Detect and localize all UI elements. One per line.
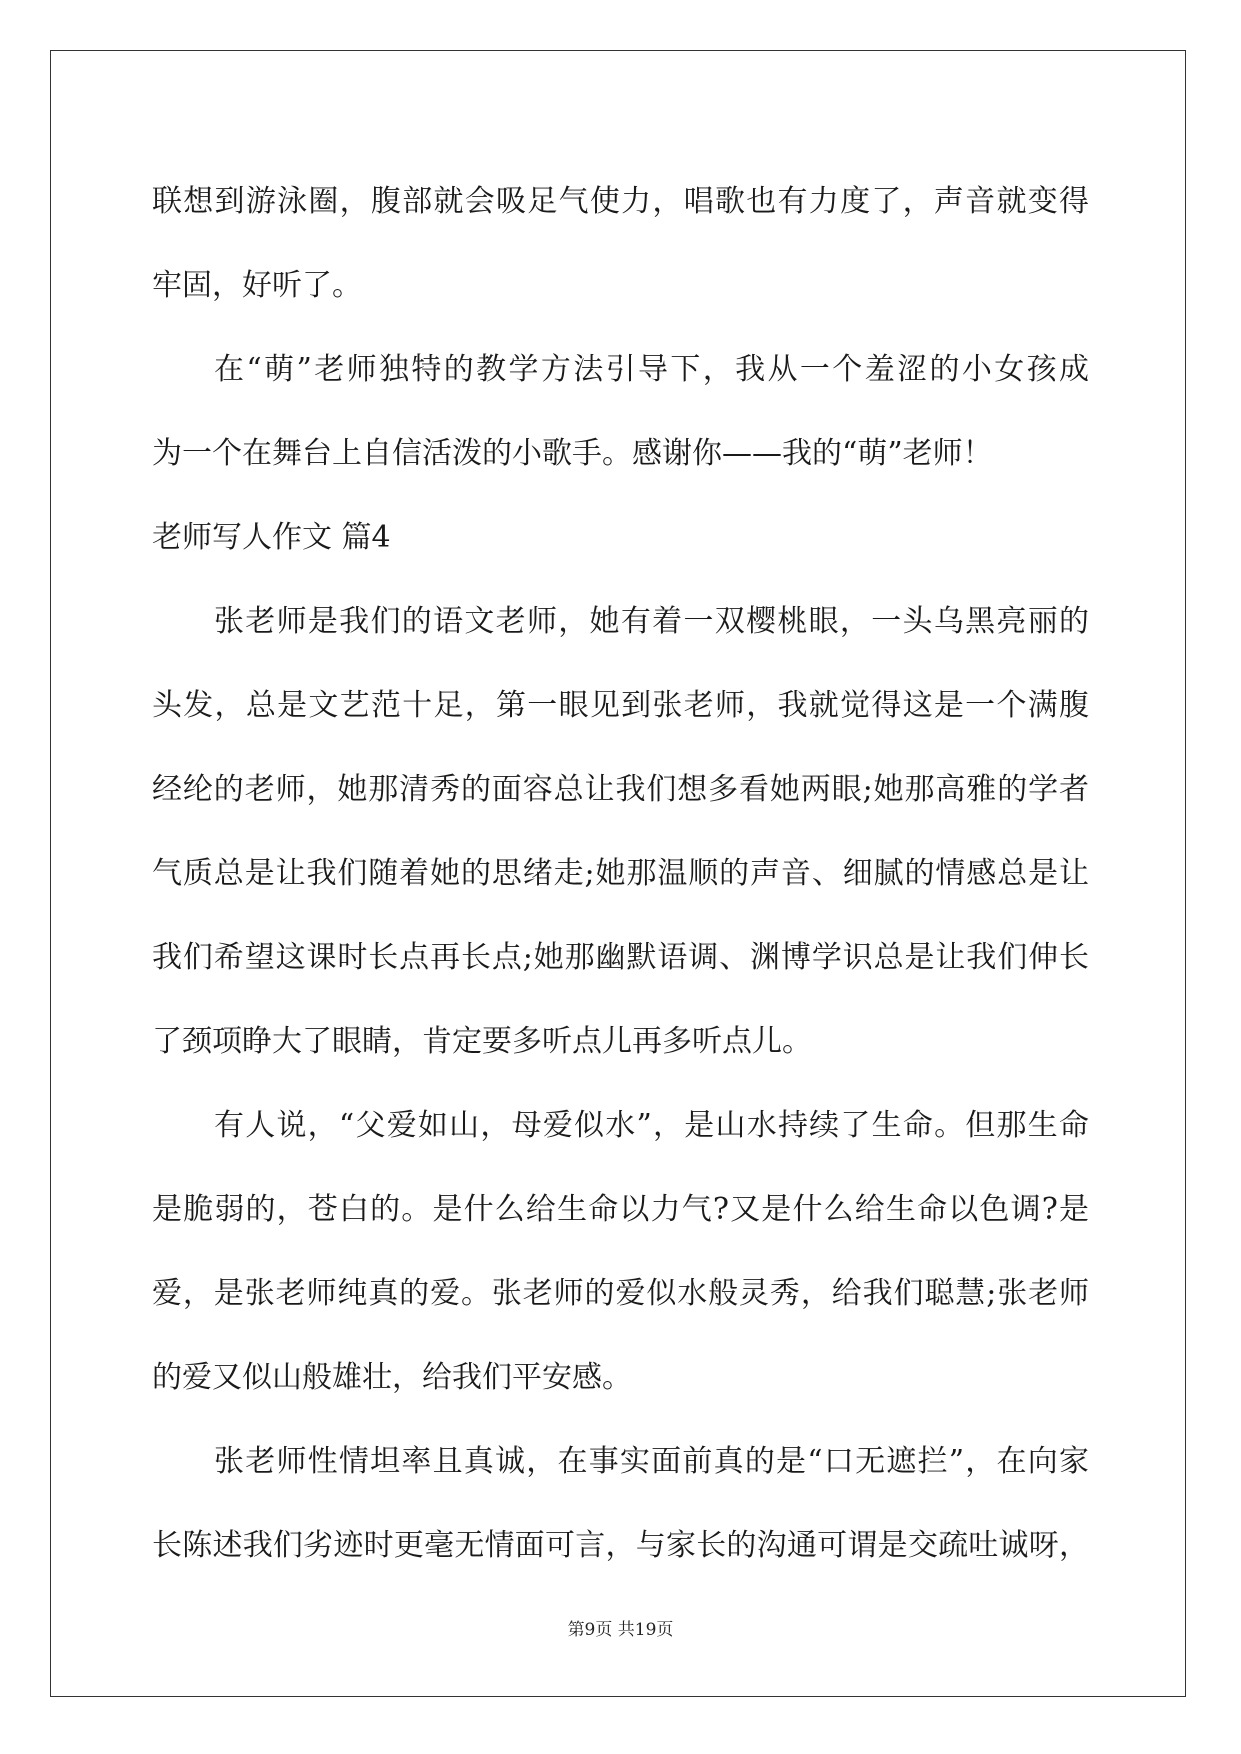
text-line: 我们希望这课时长点再长点;她那幽默语调、渊博学识总是让我们伸长 xyxy=(152,940,1089,975)
text-line: 在“萌”老师独特的教学方法引导下，我从一个羞涩的小女孩成 xyxy=(214,352,1089,387)
text-line: 张老师是我们的语文老师，她有着一双樱桃眼，一头乌黑亮丽的 xyxy=(214,604,1089,639)
section-heading: 老师写人作文 篇4 xyxy=(152,520,391,555)
page-number: 第9页 共19页 xyxy=(567,1620,674,1640)
text-line: 有人说，“父爱如山，母爱似水”，是山水持续了生命。但那生命 xyxy=(214,1108,1089,1143)
text-line: 爱，是张老师纯真的爱。张老师的爱似水般灵秀，给我们聪慧;张老师 xyxy=(152,1276,1089,1311)
text-line: 了颈项睁大了眼睛，肯定要多听点儿再多听点儿。 xyxy=(152,1024,812,1059)
text-line: 气质总是让我们随着她的思绪走;她那温顺的声音、细腻的情感总是让 xyxy=(152,856,1089,891)
text-line: 是脆弱的，苍白的。是什么给生命以力气?又是什么给生命以色调?是 xyxy=(152,1192,1089,1227)
text-line: 经纶的老师，她那清秀的面容总让我们想多看她两眼;她那高雅的学者 xyxy=(152,772,1089,807)
text-line: 的爱又似山般雄壮，给我们平安感。 xyxy=(152,1360,632,1395)
text-line: 头发，总是文艺范十足，第一眼见到张老师，我就觉得这是一个满腹 xyxy=(152,688,1089,723)
text-line: 为一个在舞台上自信活泼的小歌手。感谢你——我的“萌”老师！ xyxy=(152,436,993,471)
text-line: 联想到游泳圈，腹部就会吸足气使力，唱歌也有力度了，声音就变得 xyxy=(152,184,1089,219)
document-body xyxy=(152,160,1089,1588)
text-line: 张老师性情坦率且真诚，在事实面前真的是“口无遮拦”，在向家 xyxy=(214,1444,1089,1479)
text-line: 牢固，好听了。 xyxy=(152,268,362,303)
text-line: 长陈述我们劣迹时更毫无情面可言，与家长的沟通可谓是交疏吐诚呀， xyxy=(152,1528,1089,1563)
